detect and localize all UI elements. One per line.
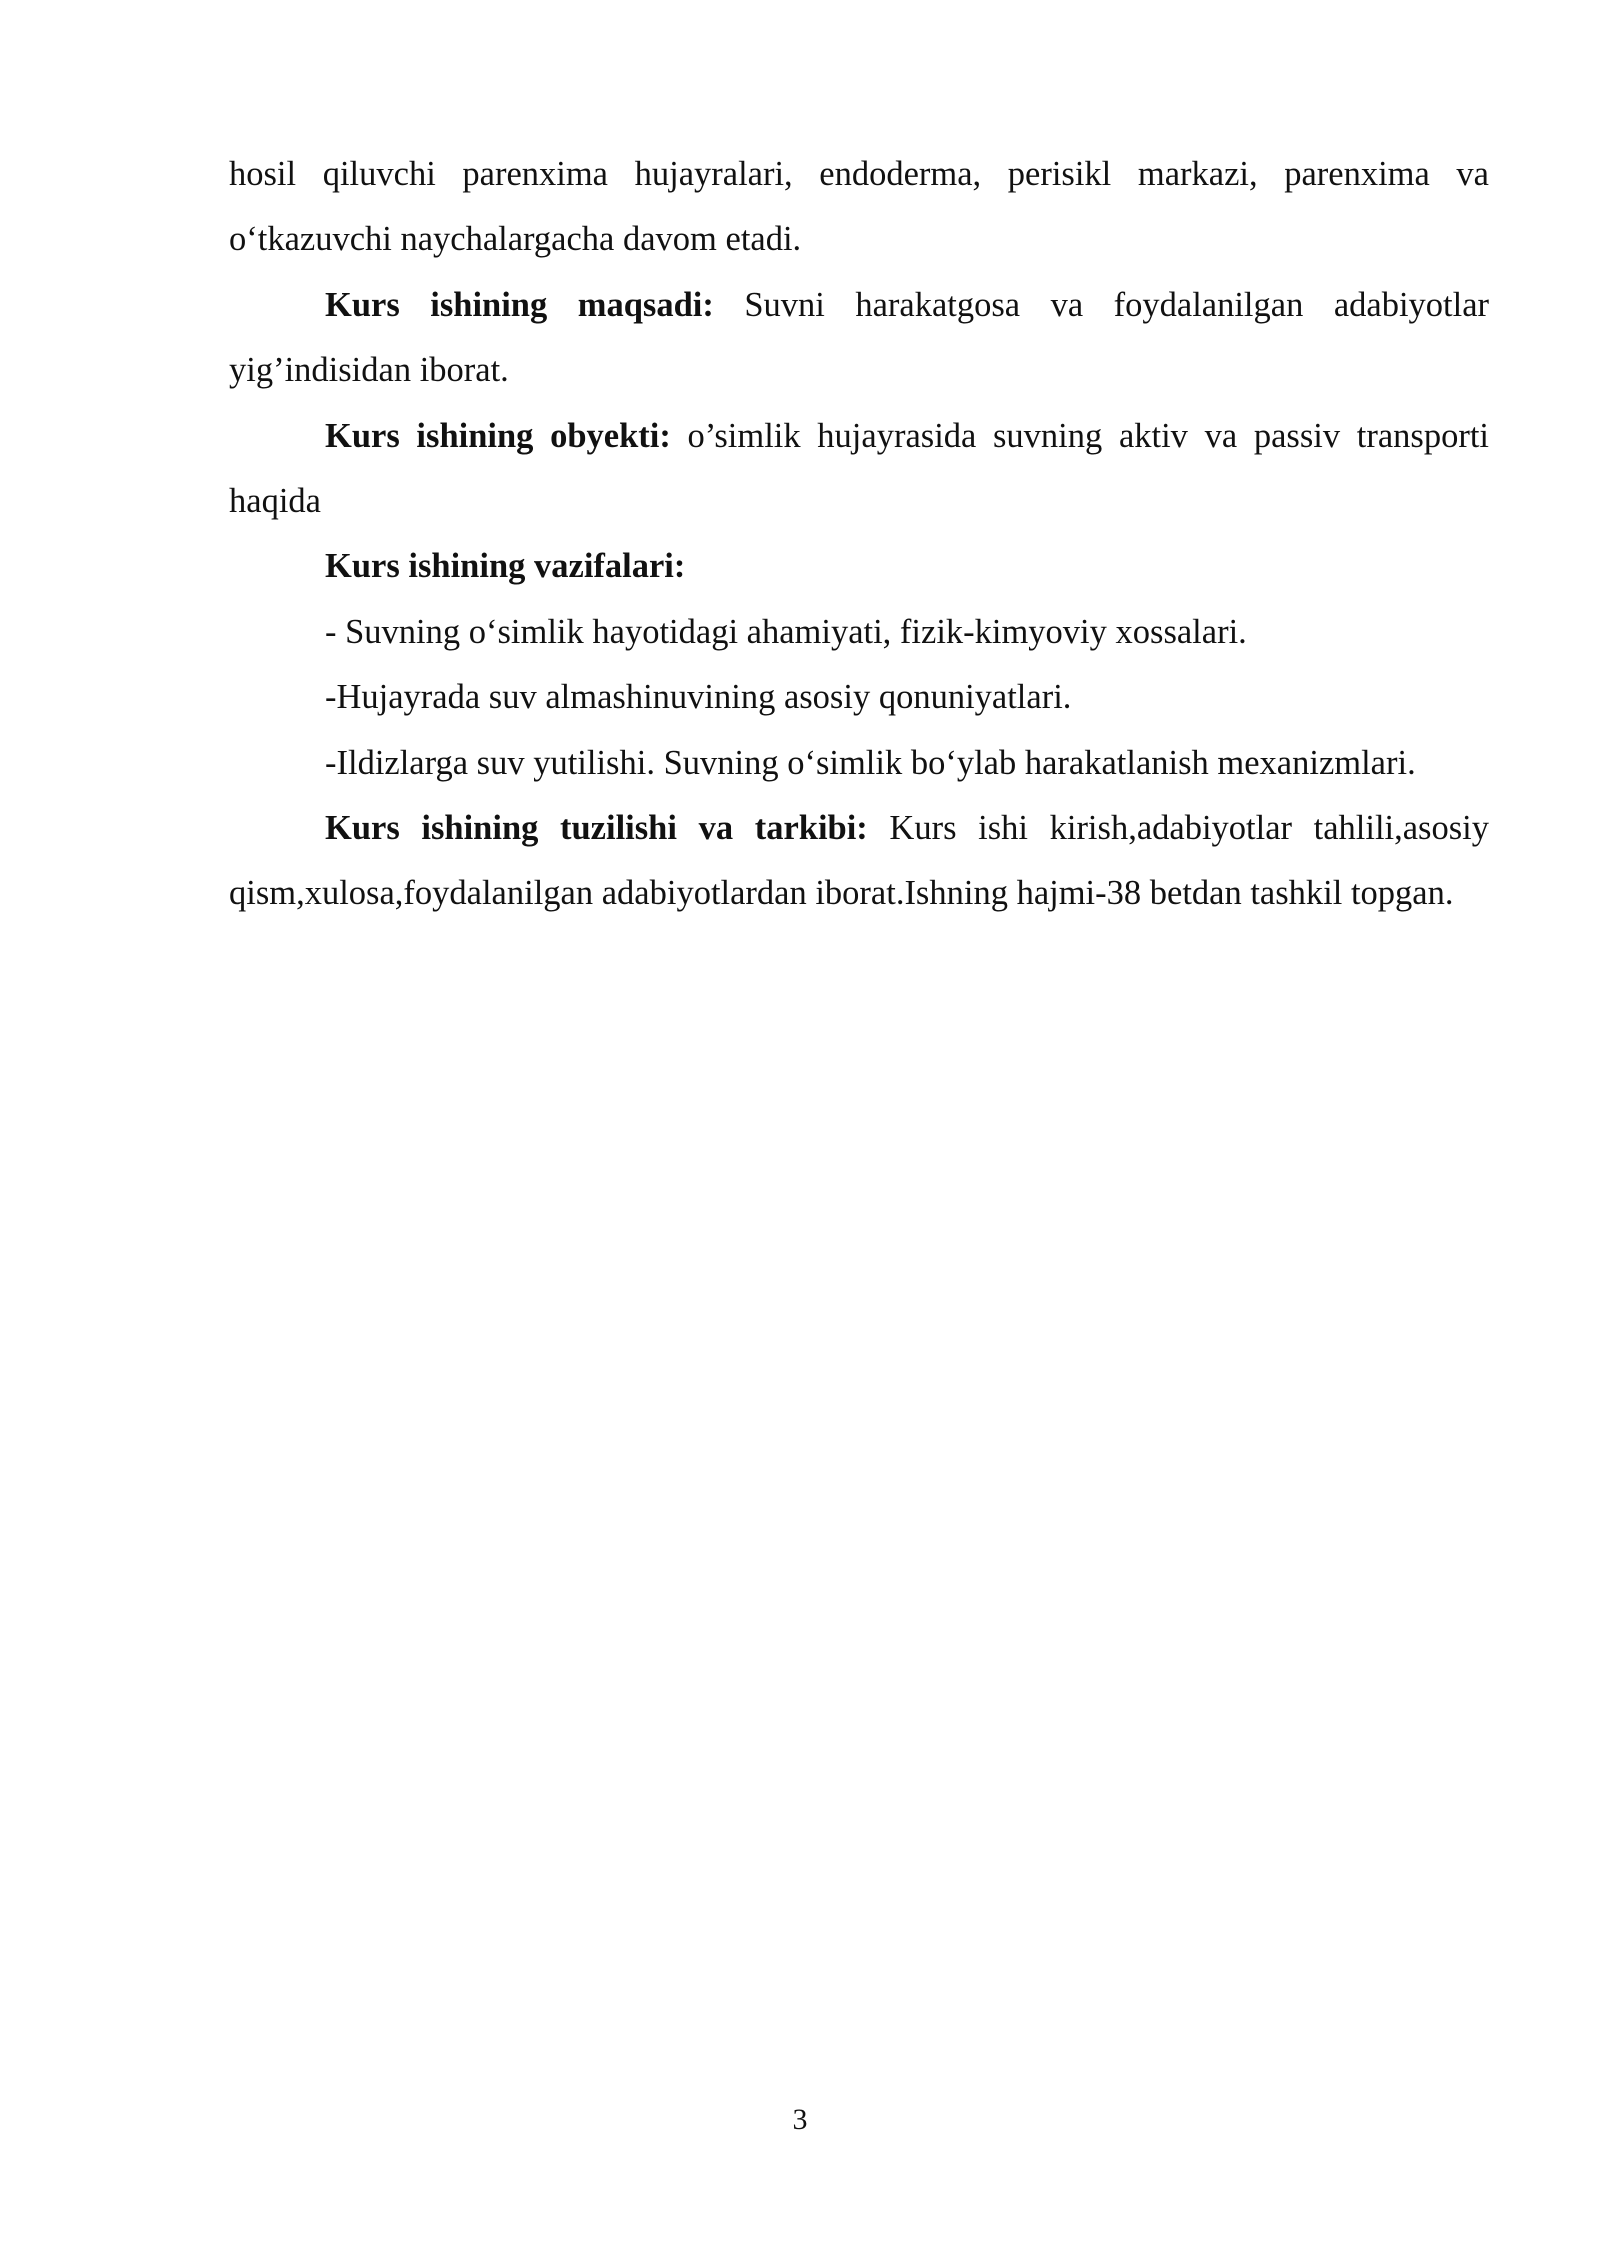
paragraph-heading: Kurs ishining obyekti:: [325, 416, 671, 455]
paragraph-heading: Kurs ishining maqsadi:: [325, 285, 714, 324]
paragraph-text: Suvni harakatgosa va foydalanilgan adabiyotlar yig’indisidan iborat.: [229, 285, 1490, 390]
list-item-text: -Ildizlarga suv yutilishi. Suvning o‘simlik bo‘ylab harakatlanish mexanizmlari.: [325, 743, 1416, 782]
paragraph-course-structure: [229, 796, 1489, 927]
list-item-task-1: [229, 600, 1489, 665]
list-item-task-2: [229, 665, 1489, 730]
paragraph-heading: Kurs ishining vazifalari:: [325, 547, 686, 586]
paragraph-heading: Kurs ishining tuzilishi va tarkibi:: [325, 809, 868, 848]
list-item-task-3: [229, 731, 1489, 796]
list-item-text: - Suvning o‘simlik hayotidagi ahamiyati, fizik-kimyoviy xossalari.: [325, 612, 1247, 651]
paragraph-text: hosil qiluvchi parenxima hujayralari, endoderma, perisikl markazi, parenxima va o‘tkazuvchi naychalargacha davom etadi.: [229, 155, 1489, 259]
paragraph-continuation: [229, 142, 1489, 273]
page-number: 3: [792, 2103, 808, 2136]
paragraph-course-tasks: [229, 534, 1489, 599]
paragraph-text: o’simlik hujayrasida suvning aktiv va passiv transporti haqida: [229, 416, 1489, 521]
document-page: [229, 142, 1489, 927]
list-item-text: -Hujayrada suv almashinuvining asosiy qonuniyatlari.: [325, 678, 1072, 717]
paragraph-course-goal: [229, 273, 1489, 404]
paragraph-course-object: [229, 404, 1489, 535]
paragraph-text: Kurs ishi kirish,adabiyotlar tahlili,asosiy qism,xulosa,foydalanilgan adabiyotlardan iborat.Ishning hajmi-38 betdan tashkil topgan.: [229, 809, 1489, 913]
